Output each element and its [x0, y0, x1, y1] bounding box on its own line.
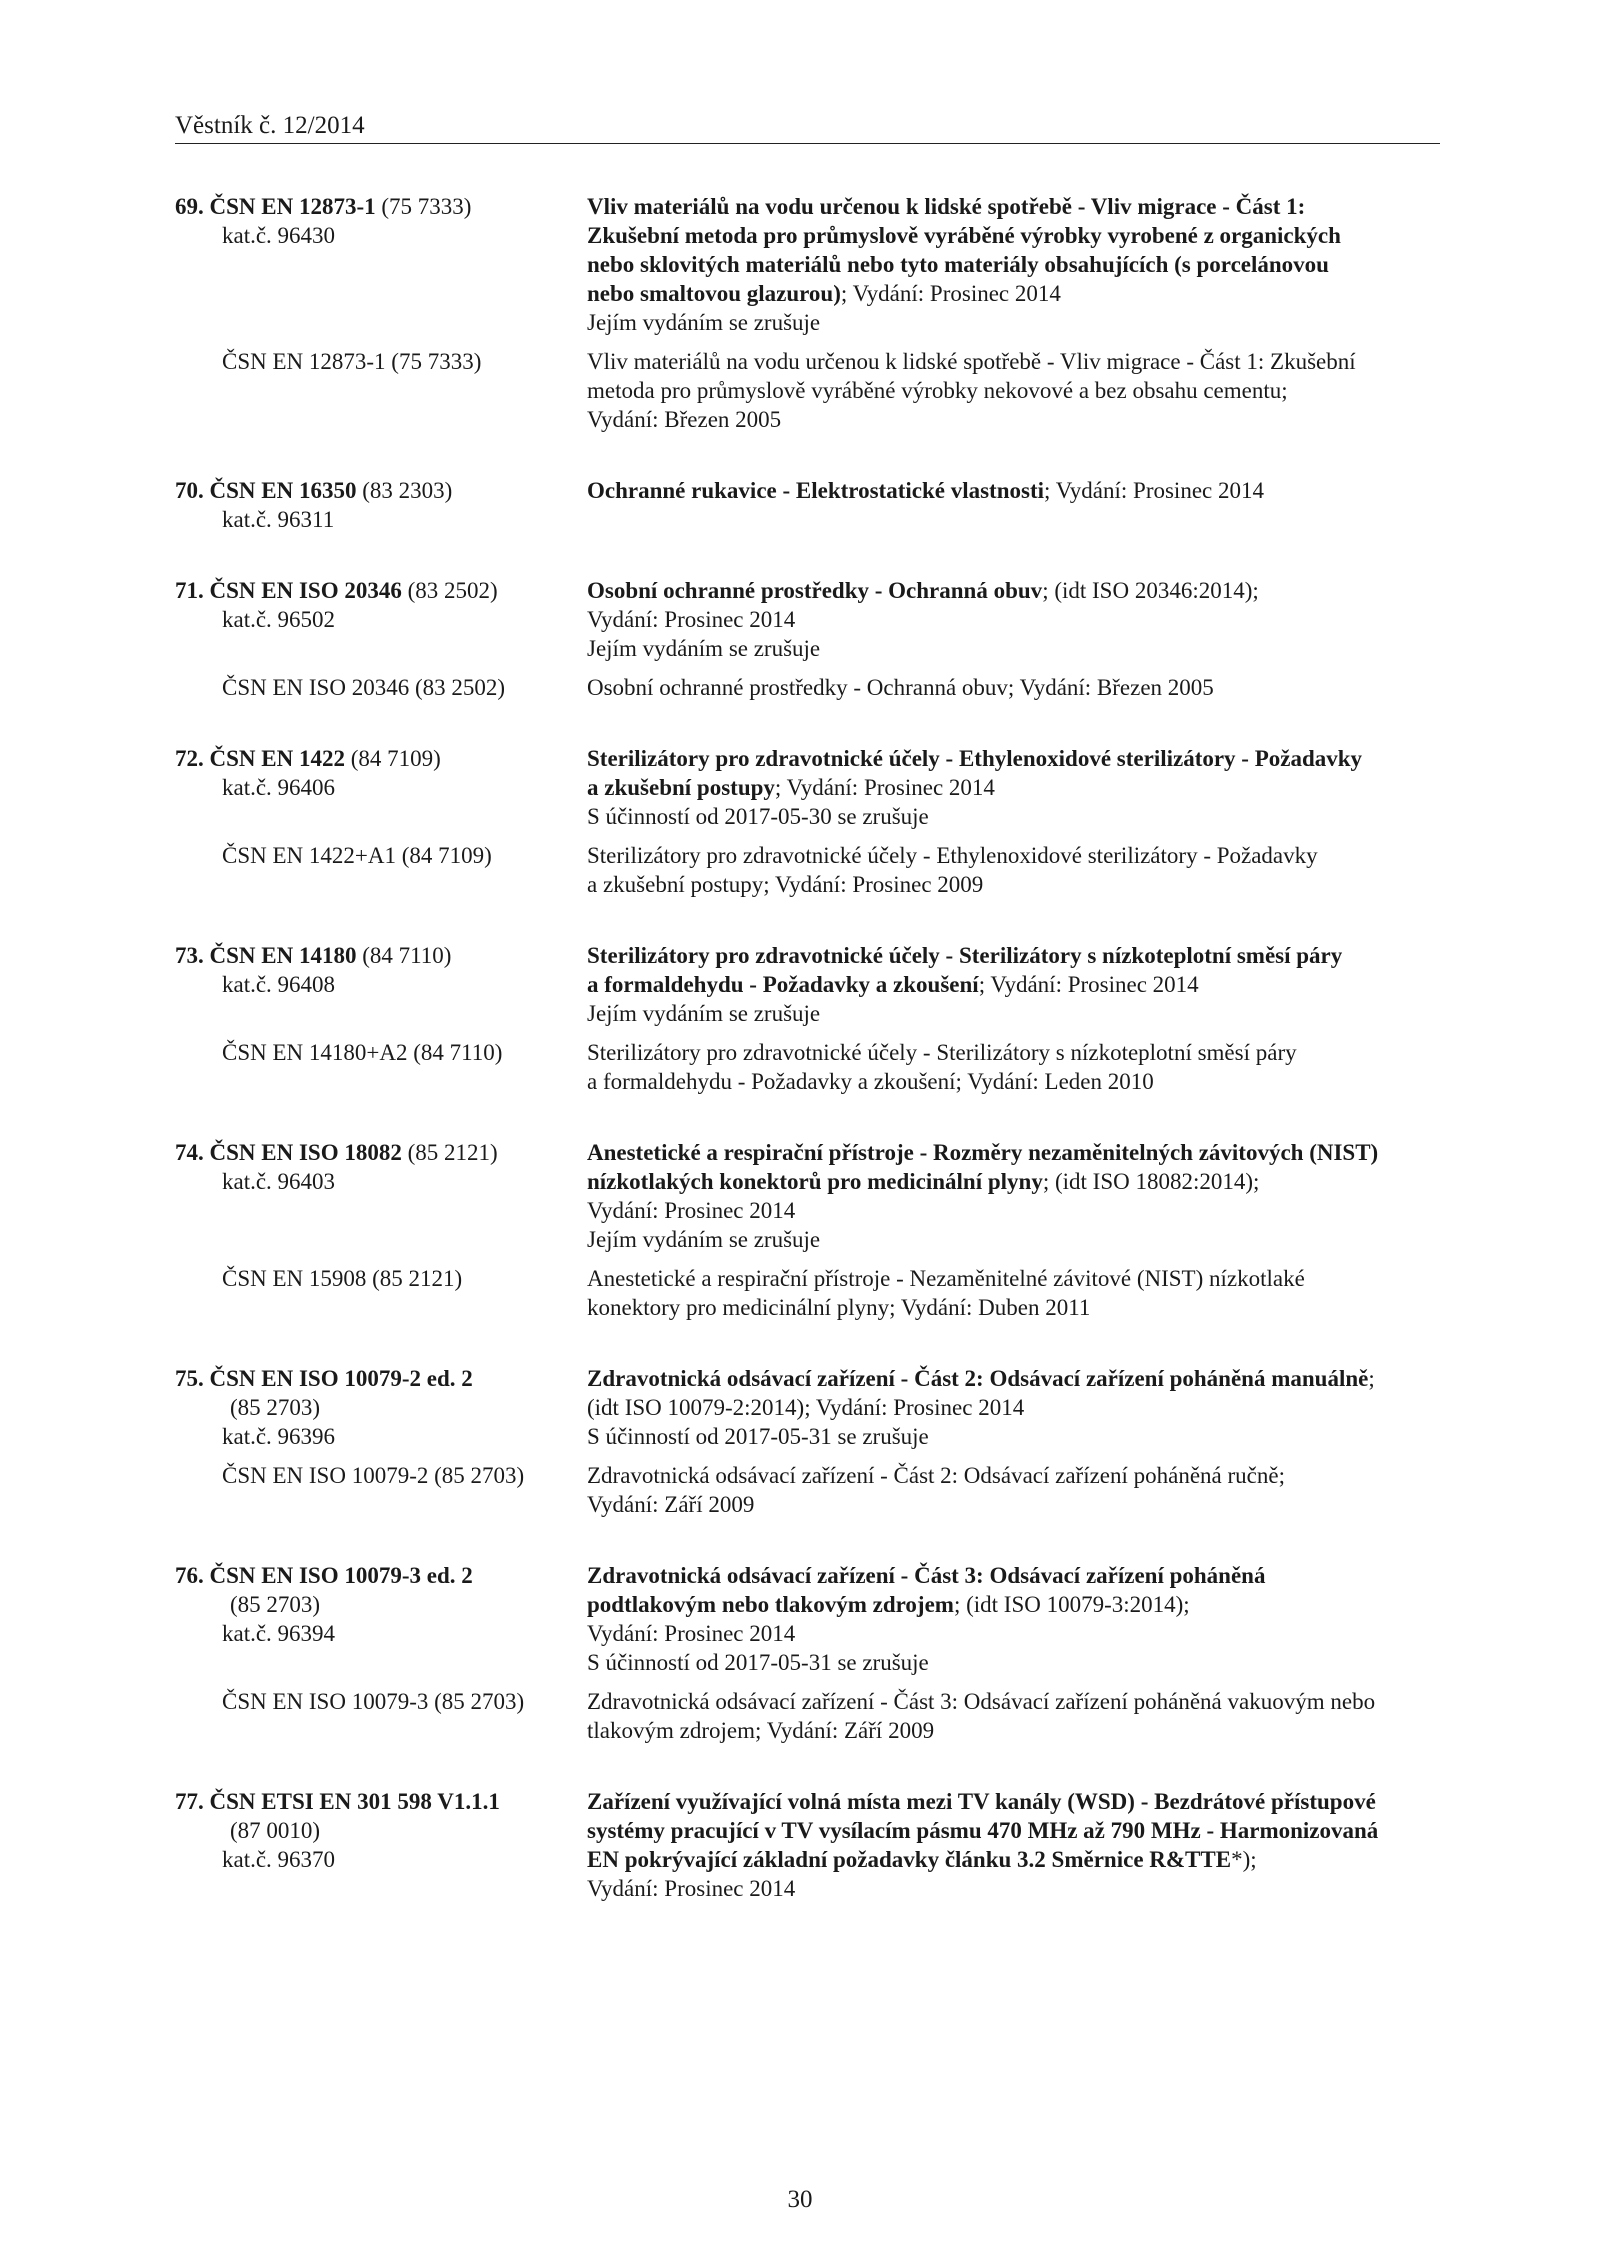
catalog-number: kat.č. 96403 — [222, 1169, 336, 1194]
page-header — [175, 112, 1440, 144]
replaced-standard-text: konektory pro medicinální plyny; Vydání: Duben 2011 — [587, 1295, 1091, 1320]
standard-title-line: Vliv materiálů na vodu určenou k lidské spotřebě - Vliv migrace - Část 1: — [587, 194, 1306, 219]
standard-entry-71 — [175, 576, 1440, 702]
class-code: (75 7333) — [375, 194, 472, 219]
standard-id: ČSN EN 14180 — [209, 943, 357, 968]
replaced-standard — [175, 841, 1440, 899]
standard-title-line: systémy pracující v TV vysílacím pásmu 470 MHz až 790 MHz - Harmonizovaná — [587, 1818, 1379, 1843]
catalog-number: kat.č. 96396 — [222, 1424, 336, 1449]
class-code: (85 2703) — [230, 1395, 321, 1420]
entry-number: 72. — [175, 746, 204, 771]
class-code: (83 2502) — [401, 578, 498, 603]
standard-title-line: a formaldehydu - Požadavky a zkoušení — [587, 972, 979, 997]
issue-date: ; Vydání: Prosinec 2014 — [978, 972, 1199, 997]
standard-title-line: Zařízení využívající volná místa mezi TV kanály (WSD) - Bezdrátové přístupové — [587, 1789, 1376, 1814]
replaced-standard-text: Zdravotnická odsávací zařízení - Část 3: Odsávací zařízení poháněná vakuovým nebo — [587, 1689, 1376, 1714]
standard-id: ČSN EN ISO 10079-2 ed. 2 — [209, 1366, 473, 1391]
standard-id: ČSN EN 12873-1 — [209, 194, 376, 219]
cancellation-note: Jejím vydáním se zrušuje — [587, 310, 821, 335]
replaced-standard — [175, 1461, 1440, 1519]
replaced-standard-id: ČSN EN 12873-1 (75 7333) — [222, 349, 482, 374]
standard-entry-70 — [175, 476, 1440, 534]
standard-title-line: Zkušební metoda pro průmyslově vyráběné výrobky vyrobené z organických — [587, 223, 1341, 248]
page-number: 30 — [787, 2186, 813, 2213]
replaced-standard-text: Vliv materiálů na vodu určenou k lidské spotřebě - Vliv migrace - Část 1: Zkušební — [587, 349, 1356, 374]
replaced-standard-text: tlakovým zdrojem; Vydání: Září 2009 — [587, 1718, 935, 1743]
cancellation-note: S účinností od 2017-05-30 se zrušuje — [587, 804, 929, 829]
replaced-standard — [175, 1687, 1440, 1745]
standard-title-line: Sterilizátory pro zdravotnické účely - Ethylenoxidové sterilizátory - Požadavky — [587, 746, 1363, 771]
replaced-standard-text: a zkušební postupy; Vydání: Prosinec 2009 — [587, 872, 984, 897]
cancellation-note: Jejím vydáním se zrušuje — [587, 1227, 821, 1252]
standard-title-line: EN pokrývající základní požadavky článku 3.2 Směrnice R&TTE — [587, 1847, 1232, 1872]
standard-title-line: Sterilizátory pro zdravotnické účely - Sterilizátory s nízkoteplotní směsí páry — [587, 943, 1343, 968]
class-code: (84 7109) — [344, 746, 441, 771]
replaced-standard-id: ČSN EN 15908 (85 2121) — [222, 1266, 463, 1291]
entry-number: 71. — [175, 578, 204, 603]
cancellation-note: S účinností od 2017-05-31 se zrušuje — [587, 1650, 929, 1675]
catalog-number: kat.č. 96430 — [222, 223, 336, 248]
catalog-number: kat.č. 96311 — [222, 507, 335, 532]
catalog-number: kat.č. 96502 — [222, 607, 336, 632]
standards-list — [175, 192, 1440, 1945]
standard-title: Ochranné rukavice - Elektrostatické vlastnosti — [587, 478, 1044, 503]
entry-number: 74. — [175, 1140, 204, 1165]
standard-entry-74 — [175, 1138, 1440, 1322]
issue-date: Vydání: Prosinec 2014 — [587, 1198, 796, 1223]
class-code: (84 7110) — [356, 943, 452, 968]
entry-number: 73. — [175, 943, 204, 968]
replaced-standard-id: ČSN EN ISO 10079-3 (85 2703) — [222, 1689, 525, 1714]
issue-date: Vydání: Prosinec 2014 — [587, 607, 796, 632]
standard-id: ČSN EN ISO 18082 — [209, 1140, 402, 1165]
cancellation-note: Jejím vydáním se zrušuje — [587, 1001, 821, 1026]
idt-reference: ; (idt ISO 18082:2014); — [1042, 1169, 1260, 1194]
standard-entry-76 — [175, 1561, 1440, 1745]
standard-id: ČSN EN 16350 — [209, 478, 357, 503]
standard-title: Zdravotnická odsávací zařízení - Část 2: Odsávací zařízení poháněná manuálně — [587, 1366, 1369, 1391]
catalog-number: kat.č. 96408 — [222, 972, 336, 997]
cancellation-note: S účinností od 2017-05-31 se zrušuje — [587, 1424, 929, 1449]
standard-entry-77 — [175, 1787, 1440, 1903]
standard-title-line: nebo sklovitých materiálů nebo tyto materiály obsahujících (s porcelánovou — [587, 252, 1329, 277]
entry-number: 69. — [175, 194, 204, 219]
replaced-standard-text: Vydání: Září 2009 — [587, 1492, 755, 1517]
entry-number: 76. — [175, 1563, 204, 1588]
replaced-standard-text: a formaldehydu - Požadavky a zkoušení; Vydání: Leden 2010 — [587, 1069, 1154, 1094]
entry-number: 77. — [175, 1789, 204, 1814]
catalog-number: kat.č. 96394 — [222, 1621, 336, 1646]
standard-title-line: a zkušební postupy — [587, 775, 775, 800]
replaced-standard — [175, 1038, 1440, 1096]
replaced-standard-text: Vydání: Březen 2005 — [587, 407, 782, 432]
standard-title-line: nízkotlakých konektorů pro medicinální plyny — [587, 1169, 1043, 1194]
issue-date: ; Vydání: Prosinec 2014 — [840, 281, 1061, 306]
replaced-standard-id: ČSN EN 1422+A1 (84 7109) — [222, 843, 492, 868]
standard-title-line: podtlakovým nebo tlakovým zdrojem — [587, 1592, 954, 1617]
entry-number: 75. — [175, 1366, 204, 1391]
standard-title-line: Zdravotnická odsávací zařízení - Část 3: Odsávací zařízení poháněná — [587, 1563, 1266, 1588]
issue-date: (idt ISO 10079-2:2014); Vydání: Prosinec 2014 — [587, 1395, 1025, 1420]
replaced-standard — [175, 347, 1440, 434]
idt-reference: ; (idt ISO 20346:2014); — [1042, 578, 1259, 603]
replaced-standard-text: Zdravotnická odsávací zařízení - Část 2: Odsávací zařízení poháněná ručně; — [587, 1463, 1285, 1488]
replaced-standard-text: metoda pro průmyslově vyráběné výrobky nekovové a bez obsahu cementu; — [587, 378, 1288, 403]
replaced-standard-id: ČSN EN ISO 10079-2 (85 2703) — [222, 1463, 525, 1488]
idt-reference: ; (idt ISO 10079-3:2014); — [953, 1592, 1190, 1617]
replaced-standard — [175, 673, 1440, 702]
class-code: (87 0010) — [230, 1818, 321, 1843]
issue-date: Vydání: Prosinec 2014 — [587, 1621, 796, 1646]
replaced-standard — [175, 1264, 1440, 1322]
replaced-standard-text: Anestetické a respirační přístroje - Nezaměnitelné závitové (NIST) nízkotlaké — [587, 1266, 1305, 1291]
standard-entry-69 — [175, 192, 1440, 434]
standard-title-line: Anestetické a respirační přístroje - Rozměry nezaměnitelných závitových (NIST) — [587, 1140, 1379, 1165]
replaced-standard-text: Sterilizátory pro zdravotnické účely - Ethylenoxidové sterilizátory - Požadavky — [587, 843, 1318, 868]
entry-number: 70. — [175, 478, 204, 503]
cancellation-note: Jejím vydáním se zrušuje — [587, 636, 821, 661]
standard-title-line: nebo smaltovou glazurou) — [587, 281, 841, 306]
replaced-standard-text: Sterilizátory pro zdravotnické účely - Sterilizátory s nízkoteplotní směsí páry — [587, 1040, 1297, 1065]
catalog-number: kat.č. 96406 — [222, 775, 336, 800]
class-code: (83 2303) — [356, 478, 453, 503]
replaced-standard-id: ČSN EN ISO 20346 (83 2502) — [222, 675, 506, 700]
catalog-number: kat.č. 96370 — [222, 1847, 336, 1872]
class-code: (85 2703) — [230, 1592, 321, 1617]
replaced-standard-id: ČSN EN 14180+A2 (84 7110) — [222, 1040, 503, 1065]
issue-date: Vydání: Prosinec 2014 — [587, 1876, 796, 1901]
standard-entry-75 — [175, 1364, 1440, 1519]
standard-entry-72 — [175, 744, 1440, 899]
standard-id: ČSN EN 1422 — [209, 746, 345, 771]
bulletin-title: Věstník č. 12/2014 — [175, 112, 365, 139]
footnote-marker: *); — [1231, 1847, 1257, 1872]
class-code: (85 2121) — [401, 1140, 498, 1165]
standard-id: ČSN ETSI EN 301 598 V1.1.1 — [209, 1789, 500, 1814]
issue-date: ; Vydání: Prosinec 2014 — [1044, 478, 1264, 503]
standard-id: ČSN EN ISO 20346 — [209, 578, 402, 603]
standard-entry-73 — [175, 941, 1440, 1096]
title-punctuation: ; — [1368, 1366, 1375, 1391]
issue-date: ; Vydání: Prosinec 2014 — [774, 775, 995, 800]
standard-title: Osobní ochranné prostředky - Ochranná obuv — [587, 578, 1043, 603]
replaced-standard-text: Osobní ochranné prostředky - Ochranná obuv; Vydání: Březen 2005 — [587, 675, 1214, 700]
standard-id: ČSN EN ISO 10079-3 ed. 2 — [209, 1563, 473, 1588]
